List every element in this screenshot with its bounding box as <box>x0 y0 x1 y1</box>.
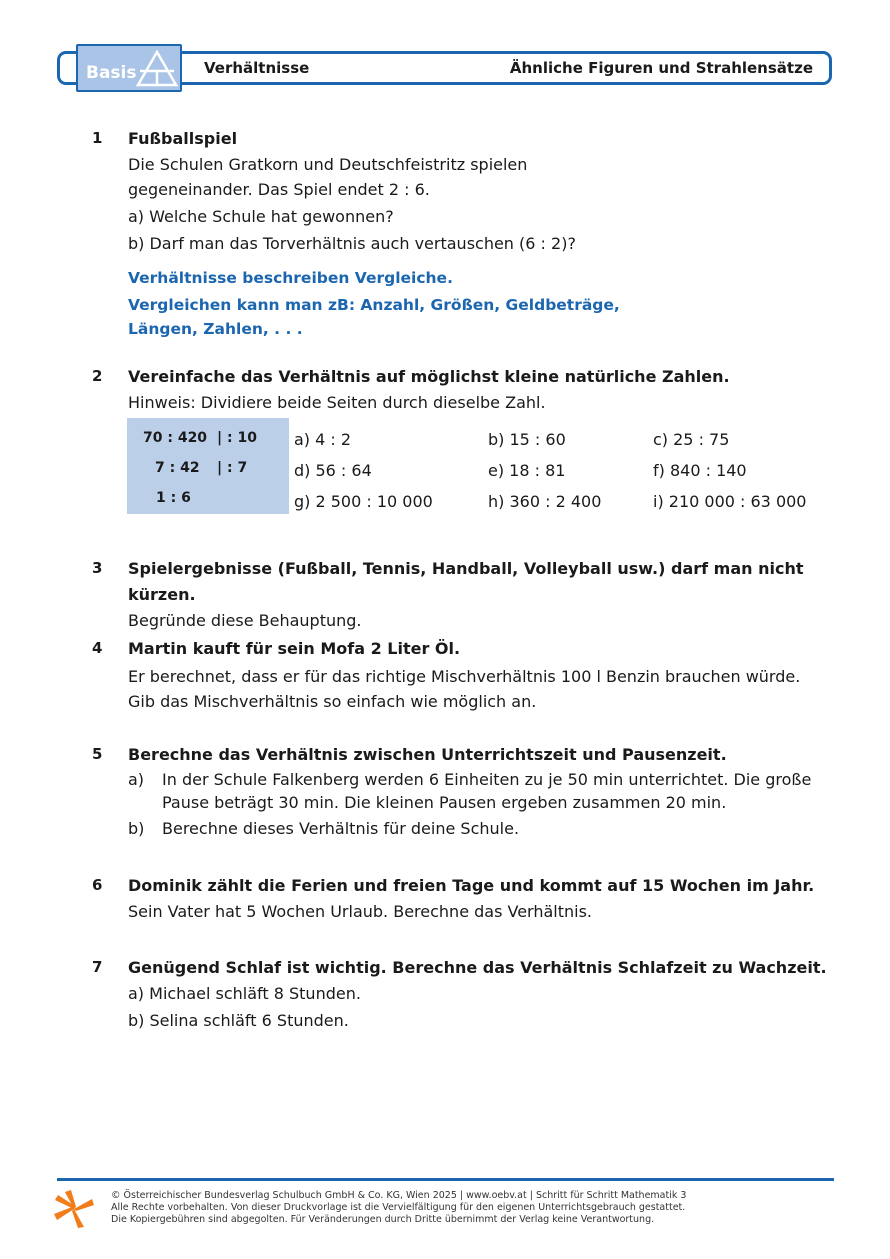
subtask-label: b) <box>128 819 145 838</box>
example-box <box>127 418 289 514</box>
footer-rule <box>57 1178 834 1181</box>
task-number: 2 <box>92 367 103 385</box>
exercise-item: i) 210 000 : 63 000 <box>653 492 807 511</box>
exercise-item: e) 18 : 81 <box>488 461 566 480</box>
subtask-b: b) Selina schläft 6 Stunden. <box>128 1011 349 1030</box>
task-number: 6 <box>92 876 103 894</box>
task-text: Sein Vater hat 5 Wochen Urlaub. Berechne das Verhältnis. <box>128 902 593 921</box>
example-operation: | : 10 <box>217 430 257 446</box>
task-title: Genügend Schlaf ist wichtig. Berechne das Verhältnis Schlafzeit zu Wachzeit. <box>128 958 827 977</box>
task-text: Die Schulen Gratkorn und Deutschfeistritz spielen <box>128 155 528 174</box>
triangle-icon <box>136 49 178 89</box>
task-number: 5 <box>92 745 103 763</box>
task-title: Dominik zählt die Ferien und freien Tage und kommt auf 15 Wochen im Jahr. <box>128 876 815 895</box>
footer-line: © Österreichischer Bundesverlag Schulbuch GmbH & Co. KG, Wien 2025 | www.oebv.at | Schritt für Schritt Mathematik 3 <box>111 1190 687 1201</box>
exercise-item: g) 2 500 : 10 000 <box>294 492 433 511</box>
exercise-item: d) 56 : 64 <box>294 461 372 480</box>
subtask-a: a) Welche Schule hat gewonnen? <box>128 207 394 226</box>
subtask-a: a) Michael schläft 8 Stunden. <box>128 984 361 1003</box>
exercise-item: c) 25 : 75 <box>653 430 730 449</box>
task-text: Er berechnet, dass er für das richtige Mischverhältnis 100 l Benzin brauchen würde. <box>128 667 801 686</box>
subtask-text: Berechne dieses Verhältnis für deine Schule. <box>162 819 520 838</box>
info-text: Längen, Zahlen, . . . <box>128 320 303 338</box>
task-number: 3 <box>92 559 103 577</box>
task-hint: Hinweis: Dividiere beide Seiten durch dieselbe Zahl. <box>128 393 546 412</box>
subtask-text: In der Schule Falkenberg werden 6 Einheiten zu je 50 min unterrichtet. Die große <box>162 770 812 789</box>
subtask-b <box>128 817 852 840</box>
subtask-label: a) <box>128 770 145 789</box>
task-number: 7 <box>92 958 103 976</box>
subtask-b: b) Darf man das Torverhältnis auch vertauschen (6 : 2)? <box>128 234 576 253</box>
task-text: gegeneinander. Das Spiel endet 2 : 6. <box>128 180 430 199</box>
task-text: Begründe diese Behauptung. <box>128 611 362 630</box>
info-text: Vergleichen kann man zB: Anzahl, Größen, Geldbeträge, <box>128 296 620 314</box>
task-title: Spielergebnisse (Fußball, Tennis, Handball, Volleyball usw.) darf man nicht kürzen. <box>128 559 804 604</box>
header-section-title: Verhältnisse <box>204 59 310 77</box>
task-text: Gib das Mischverhältnis so einfach wie möglich an. <box>128 692 537 711</box>
example-row: 1 : 6 <box>156 490 191 506</box>
exercise-item: h) 360 : 2 400 <box>488 492 602 511</box>
task-number: 4 <box>92 639 103 657</box>
footer-line: Die Kopiergebühren sind abgegolten. Für Veränderungen durch Dritte übernimmt der Verlag keine Verantwortung. <box>111 1214 655 1225</box>
task-number: 1 <box>92 129 103 147</box>
info-text: Verhältnisse beschreiben Vergleiche. <box>128 269 453 287</box>
example-row: 7 : 42 <box>155 460 200 476</box>
task-title: Fußballspiel <box>128 129 238 148</box>
footer-line: Alle Rechte vorbehalten. Von dieser Druckvorlage ist die Vervielfältigung für den eigenen Unterrichtsgebrauch gestattet. <box>111 1202 686 1213</box>
publisher-logo-icon <box>54 1190 94 1228</box>
badge-label: Basis <box>86 63 137 83</box>
task-title: Martin kauft für sein Mofa 2 Liter Öl. <box>128 639 461 658</box>
footer-copyright <box>111 1190 686 1226</box>
exercise-item: b) 15 : 60 <box>488 430 566 449</box>
task-title: Berechne das Verhältnis zwischen Unterrichtszeit und Pausenzeit. <box>128 745 727 764</box>
level-badge <box>76 44 182 92</box>
subtask-text: Pause beträgt 30 min. Die kleinen Pausen ergeben zusammen 20 min. <box>162 793 727 812</box>
subtask-a <box>128 768 852 814</box>
exercise-item: f) 840 : 140 <box>653 461 747 480</box>
task-title: Vereinfache das Verhältnis auf möglichst kleine natürliche Zahlen. <box>128 367 730 386</box>
example-operation: | : 7 <box>217 460 248 476</box>
header-chapter-title: Ähnliche Figuren und Strahlensätze <box>509 59 813 77</box>
exercise-item: a) 4 : 2 <box>294 430 352 449</box>
example-row: 70 : 420 <box>143 430 208 446</box>
